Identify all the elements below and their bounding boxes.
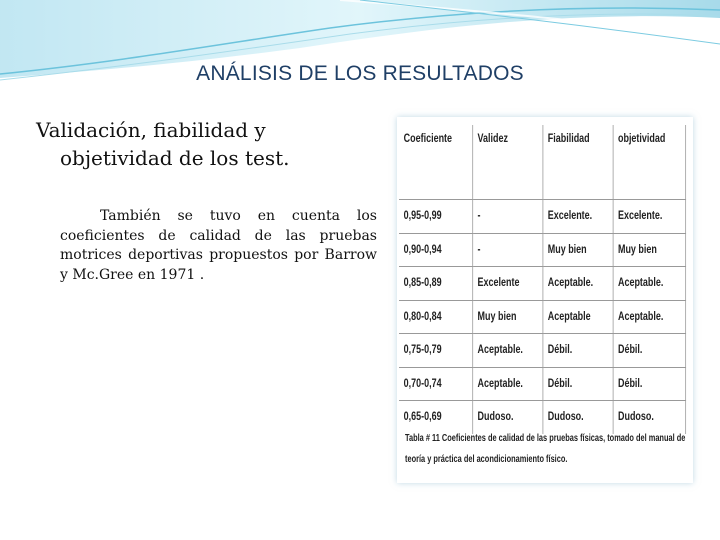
table-cell: Excelente.: [613, 200, 686, 234]
table-cell: Débil.: [543, 334, 613, 368]
column-header: Validez: [472, 125, 542, 200]
table-cell: -: [472, 200, 542, 234]
column-header: Fiabilidad: [543, 125, 613, 200]
slide-title: ANÁLISIS DE LOS RESULTADOS: [196, 62, 524, 85]
table-cell: Débil.: [613, 367, 686, 401]
column-header: objetividad: [613, 125, 686, 200]
coefficients-table: [399, 125, 686, 434]
table-cell: Débil.: [543, 367, 613, 401]
table-cell: 0,70-0,74: [399, 367, 472, 401]
table-cell: Aceptable.: [613, 267, 686, 301]
table-caption: Tabla # 11 Coeficientes de calidad de las pruebas físicas, tomado del manual de teoría y práctica del acondicionamiento físico.: [405, 433, 686, 465]
heading-line-1: Validación, fiabilidad y: [36, 118, 266, 142]
table-cell: Dudoso.: [613, 401, 686, 434]
table-cell: 0,90-0,94: [399, 233, 472, 267]
table-cell: Muy bien: [472, 300, 542, 334]
table-row: [399, 334, 686, 368]
body-paragraph: También se tuvo en cuenta los coeficientes de calidad de las pruebas motrices deportivas propuestos por Barrow y Mc.Gree en 1971 .: [60, 208, 377, 283]
table-cell: Aceptable: [543, 300, 613, 334]
column-header: Coeficiente: [399, 125, 472, 200]
table-row: [399, 200, 686, 234]
table-header-row: [399, 125, 686, 200]
table-cell: Aceptable.: [543, 267, 613, 301]
table-cell: 0,80-0,84: [399, 300, 472, 334]
table-cell: 0,75-0,79: [399, 334, 472, 368]
coefficients-table-image: [397, 117, 693, 483]
table-cell: Muy bien: [543, 233, 613, 267]
table-cell: Débil.: [613, 334, 686, 368]
table-cell: 0,85-0,89: [399, 267, 472, 301]
table-cell: Muy bien: [613, 233, 686, 267]
table-cell: Aceptable.: [472, 334, 542, 368]
section-heading: [36, 116, 366, 172]
table-cell: Dudoso.: [472, 401, 542, 434]
table-cell: Excelente.: [543, 200, 613, 234]
table-row: [399, 267, 686, 301]
table-cell: Dudoso.: [543, 401, 613, 434]
table-row: [399, 367, 686, 401]
table-row: [399, 300, 686, 334]
table-cell: Aceptable.: [472, 367, 542, 401]
heading-line-2: objetividad de los test.: [60, 146, 290, 170]
table-cell: 0,65-0,69: [399, 401, 472, 434]
table-cell: 0,95-0,99: [399, 200, 472, 234]
table-row: [399, 233, 686, 267]
table-cell: Aceptable.: [613, 300, 686, 334]
table-cell: -: [472, 233, 542, 267]
table-cell: Excelente: [472, 267, 542, 301]
